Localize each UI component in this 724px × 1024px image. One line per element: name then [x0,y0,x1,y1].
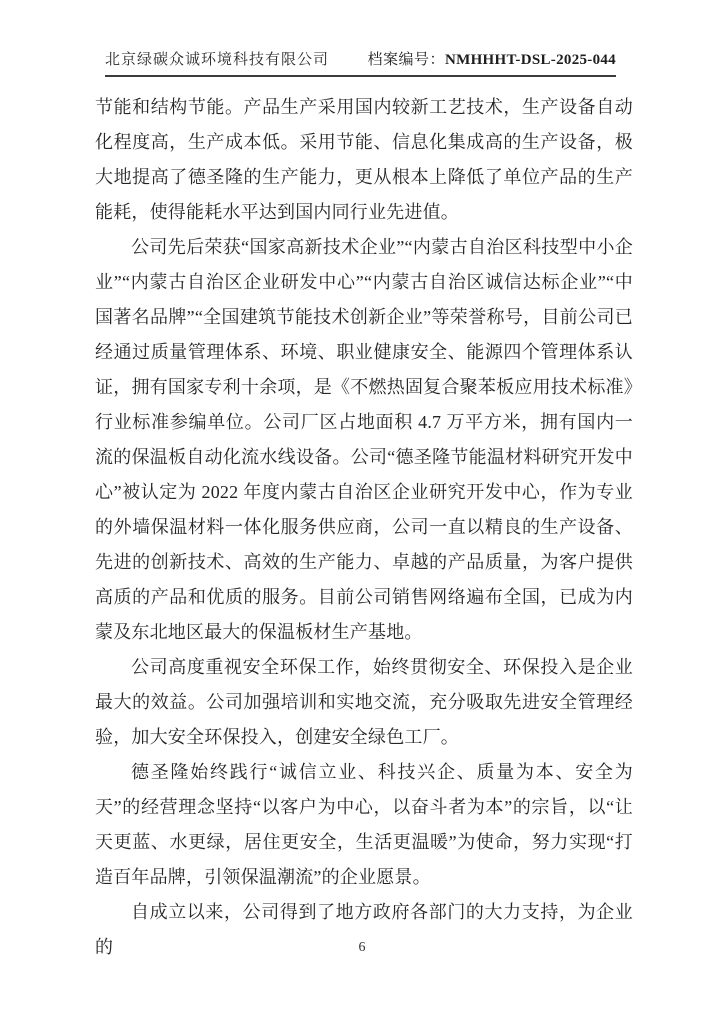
paragraph: 节能和结构节能。产品生产采用国内较新工艺技术，生产设备自动化程度高，生产成本低。采用节能、信息化集成高的生产设备，极大地提高了德圣隆的生产能力，更从根本上降低了单位产品的生产能耗，使得能耗水平达到国内同行业先进值。 [95,97,633,222]
page-footer [0,940,724,956]
paragraph: 公司高度重视安全环保工作，始终贯彻安全、环保投入是企业最大的效益。公司加强培训和实地交流，充分吸取先进安全管理经验，加大安全环保投入，创建安全绿色工厂。 [95,657,633,747]
archive-number: NMHHHT-DSL-2025-044 [445,52,616,68]
document-header [105,50,616,77]
paragraph: 公司先后荣获“国家高新技术企业”“内蒙古自治区科技型中小企业”“内蒙古自治区企业研发中心”“内蒙古自治区诚信达标企业”“中国著名品牌”“全国建筑节能技术创新企业”等荣誉称号，目前公司已经通过质量管理体系、环境、职业健康安全、能源四个管理体系认证，拥有国家专利十余项，是《不燃热固复合聚苯板应用技术标准》行业标准参编单位。公司厂区占地面积 4.7 万平方米，拥有国内一流的保温板自动化流水线设备。公司“德圣隆节能温材料研究开发中心”被认定为 2022 年度内蒙古自治区企业研究开发中心，作为专业的外墙保温材料一体化服务供应商，公司一直以精良的生产设备、先进的创新技术、高效的生产能力、卓越的产品质量，为客户提供高质的产品和优质的服务。目前公司销售网络遍布全国，已成为内蒙及东北地区最大的保温板材生产基地。 [95,237,633,642]
archive-label: 档案编号： [367,52,445,68]
paragraph: 自成立以来，公司得到了地方政府各部门的大力支持，为企业的 [95,902,633,957]
paragraph: 德圣隆始终践行“诚信立业、科技兴企、质量为本、安全为天”的经营理念坚持“以客户为中心，以奋斗者为本”的宗旨，以“让天更蓝、水更绿，居住更安全，生活更温暖”为使命，努力实现“打造百年品牌，引领保温潮流”的企业愿景。 [95,762,633,887]
company-name: 北京绿碳众诚环境科技有限公司 [105,52,330,68]
page-number: 6 [358,940,366,955]
document-body [95,90,633,965]
archive-id [367,50,616,70]
